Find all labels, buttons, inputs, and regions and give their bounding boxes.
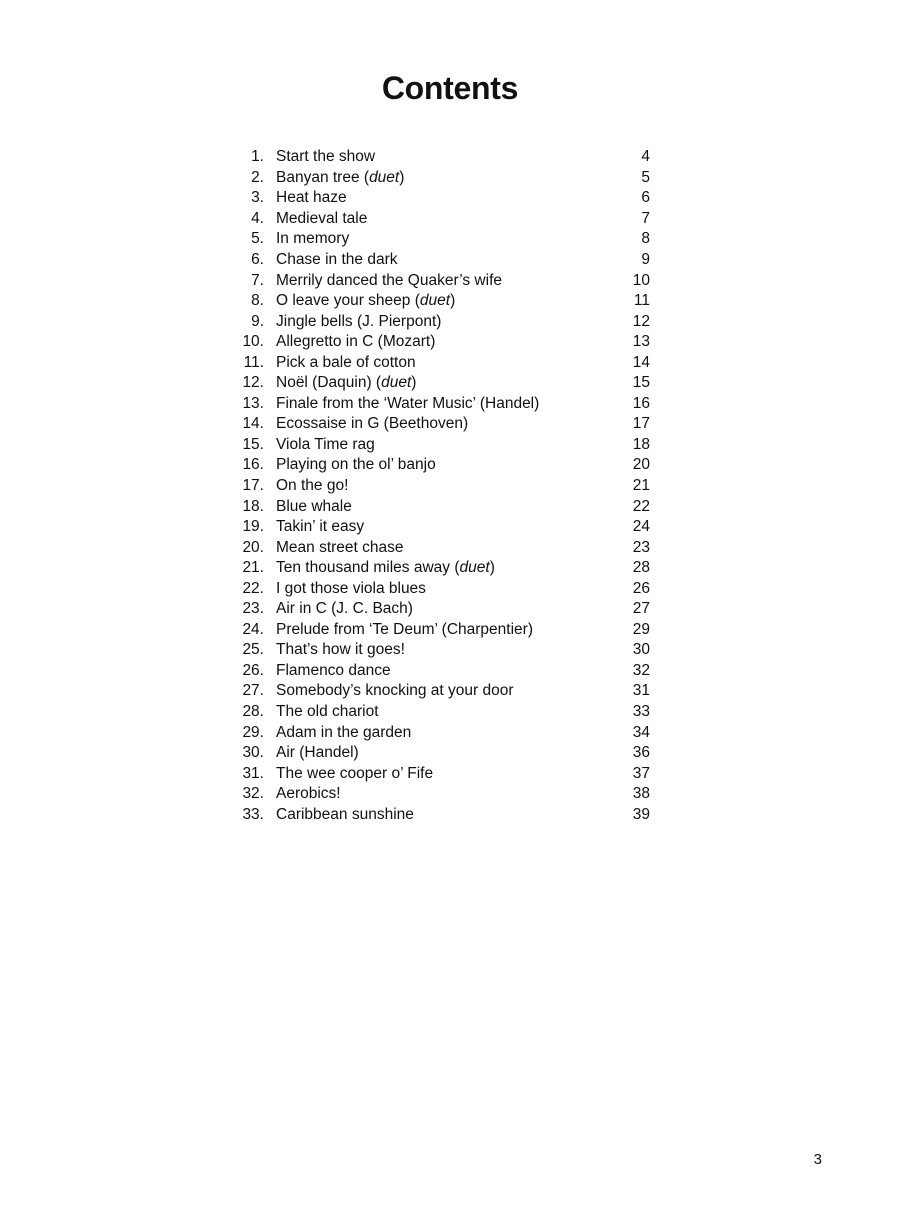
entry-page: 29 (632, 620, 650, 638)
toc-entry (232, 476, 650, 497)
entry-number: 2. (251, 168, 264, 186)
entry-title-text: Noël (Daquin) ( (276, 374, 382, 392)
entry-number: 10. (242, 333, 264, 351)
entry-title (264, 764, 610, 784)
entry-page: 39 (632, 805, 650, 823)
entry-title (264, 579, 610, 599)
toc-entry (232, 517, 650, 538)
toc-entry (232, 681, 650, 702)
entry-title (264, 743, 610, 763)
entry-title-italic: duet (369, 168, 400, 186)
entry-page: 10 (632, 271, 650, 289)
entry-title-text: Merrily danced the Quaker’s wife (276, 271, 502, 289)
toc-entry (232, 784, 650, 805)
toc-entry (232, 373, 650, 394)
toc-entry (232, 311, 650, 332)
entry-title-text: Ecossaise in G (Beethoven) (276, 415, 469, 433)
entry-title-italic: duet (419, 292, 451, 310)
entry-page: 14 (632, 353, 650, 371)
entry-title-text: Playing on the ol’ banjo (276, 456, 436, 474)
entry-title-text: Takin’ it easy (276, 518, 365, 536)
entry-number: 23. (242, 600, 264, 618)
entry-title-tail: ) (411, 374, 417, 392)
entry-page: 8 (641, 230, 650, 248)
entry-title-text: That’s how it goes! (276, 641, 405, 659)
entry-title-text: The wee cooper o’ Fife (276, 764, 434, 782)
entry-page: 38 (632, 785, 650, 803)
entry-number: 4. (251, 209, 264, 227)
toc-entry (232, 168, 650, 189)
toc-entry (232, 743, 650, 764)
toc-entry (232, 291, 650, 312)
entry-page: 36 (632, 744, 650, 762)
entry-title (264, 455, 610, 475)
entry-number: 31. (242, 764, 264, 782)
entry-title (264, 517, 610, 537)
entry-number: 30. (242, 744, 264, 762)
entry-number: 26. (242, 661, 264, 679)
toc-entry (232, 209, 650, 230)
entry-number: 18. (242, 497, 264, 515)
entry-title-italic: duet (381, 374, 412, 392)
entry-number: 17. (242, 477, 264, 495)
entry-title (264, 620, 610, 640)
entry-page: 4 (641, 148, 650, 166)
entry-number: 1. (251, 148, 264, 166)
entry-title-text: On the go! (276, 477, 349, 495)
toc-entry (232, 394, 650, 415)
entry-title-text: Viola Time rag (276, 435, 375, 453)
entry-page: 34 (632, 723, 650, 741)
entry-page: 37 (632, 764, 650, 782)
entry-title-text: The old chariot (276, 703, 379, 721)
toc-entry (232, 537, 650, 558)
entry-number: 20. (242, 538, 264, 556)
entry-title-text: Flamenco dance (276, 661, 391, 679)
entry-page: 7 (641, 209, 650, 227)
entry-page: 15 (632, 374, 650, 392)
entry-title (264, 332, 610, 352)
entry-number: 6. (251, 251, 264, 268)
entry-page: 26 (632, 579, 650, 597)
entry-number: 15. (242, 435, 264, 453)
table-of-contents (232, 147, 650, 825)
entry-title-tail: ) (489, 559, 495, 577)
entry-number: 13. (242, 394, 264, 412)
entry-title-text: Allegretto in C (Mozart) (276, 333, 436, 351)
entry-title (264, 168, 610, 188)
entry-page: 11 (633, 292, 650, 310)
page-title: Contents (381, 70, 519, 106)
entry-page: 13 (632, 333, 650, 351)
entry-page: 27 (632, 600, 650, 618)
toc-entry (232, 188, 650, 209)
entry-title (264, 538, 610, 558)
entry-title-text: Blue whale (276, 497, 352, 515)
entry-number: 27. (242, 682, 264, 700)
toc-entry (232, 435, 650, 456)
entry-title-text: Ten thousand miles away ( (276, 559, 460, 577)
entry-number: 3. (251, 189, 264, 207)
entry-number: 25. (242, 641, 264, 659)
entry-title-text: Air in C (J. C. Bach) (276, 600, 413, 618)
entry-page: 6 (641, 189, 650, 207)
entry-number: 22. (242, 579, 264, 597)
toc-entry (232, 414, 650, 435)
entry-title (264, 723, 610, 743)
entry-title (264, 702, 610, 722)
toc-entry (232, 147, 650, 168)
entry-title (264, 661, 610, 681)
entry-number: 8. (251, 292, 264, 310)
entry-title (264, 209, 610, 229)
entry-page: 20 (632, 456, 650, 474)
entry-page: 5 (641, 168, 650, 186)
toc-entry (232, 455, 650, 476)
entry-title (264, 414, 610, 434)
toc-entry (232, 496, 650, 517)
toc-entry (232, 578, 650, 599)
entry-title (264, 476, 610, 496)
entry-title-tail: ) (399, 168, 405, 186)
entry-title (264, 558, 610, 578)
toc-entry (232, 661, 650, 682)
entry-title (264, 291, 610, 311)
toc-entry (232, 722, 650, 743)
entry-title-text: Somebody’s knocking at your door (276, 682, 514, 700)
entry-title-text: In memory (276, 230, 350, 248)
toc-entry (232, 702, 650, 723)
entry-title-text: Prelude from ‘Te Deum’ (Charpentier) (276, 620, 533, 638)
entry-page: 32 (632, 661, 650, 679)
toc-entry (232, 229, 650, 250)
entry-number: 7. (251, 271, 264, 289)
entry-page: 23 (632, 538, 650, 556)
toc-entry (232, 763, 650, 784)
entry-title (264, 250, 610, 270)
entry-title-text: Start the show (276, 148, 376, 166)
entry-title-text: Adam in the garden (276, 723, 412, 741)
entry-page: 30 (632, 641, 650, 659)
toc-entry (232, 352, 650, 373)
entry-number: 12. (242, 374, 264, 392)
entry-title (264, 394, 610, 414)
toc-entry (232, 620, 650, 641)
entry-title (264, 353, 610, 373)
entry-number: 5. (251, 230, 264, 248)
entry-page: 21 (632, 477, 650, 495)
entry-page: 12 (632, 312, 650, 330)
entry-title (264, 784, 610, 804)
entry-title (264, 229, 610, 249)
entry-title (264, 147, 610, 167)
toc-entry (232, 805, 650, 826)
entry-title (264, 805, 610, 825)
entry-title-text: Caribbean sunshine (276, 805, 414, 823)
entry-title-text: I got those viola blues (276, 579, 426, 597)
entry-page: 24 (632, 518, 650, 536)
entry-page: 28 (632, 559, 650, 577)
entry-number: 28. (242, 703, 264, 721)
toc-entry (232, 558, 650, 579)
entry-title (264, 312, 610, 332)
entry-title (264, 373, 610, 393)
entry-title-text: Air (Handel) (276, 744, 359, 762)
entry-page: 9 (641, 251, 650, 268)
entry-title (264, 640, 610, 660)
entry-title (264, 188, 610, 208)
entry-number: 16. (242, 456, 264, 474)
entry-page: 33 (632, 703, 650, 721)
toc-entry (232, 332, 650, 353)
entry-title (264, 681, 610, 701)
entry-title (264, 435, 610, 455)
entry-title-text: Aerobics! (276, 785, 341, 803)
entry-title (264, 271, 610, 291)
entry-number: 29. (242, 723, 264, 741)
entry-title-text: O leave your sheep ( (276, 292, 420, 310)
toc-entry (232, 599, 650, 620)
entry-title-text: Heat haze (276, 189, 347, 207)
toc-entry (232, 640, 650, 661)
entry-number: 9. (251, 312, 264, 330)
entry-title-text: Pick a bale of cotton (276, 353, 416, 371)
entry-title-text: Chase in the dark (276, 251, 398, 268)
entry-title-text: Medieval tale (276, 209, 368, 227)
entry-page: 17 (632, 415, 650, 433)
entry-number: 32. (242, 785, 264, 803)
entry-page: 16 (632, 394, 650, 412)
toc-entry (232, 250, 650, 271)
entry-page: 18 (632, 435, 650, 453)
entry-number: 21. (242, 559, 264, 577)
entry-title-text: Finale from the ‘Water Music’ (Handel) (276, 394, 540, 412)
entry-title-tail: ) (450, 292, 456, 310)
entry-number: 14. (242, 415, 264, 433)
entry-number: 33. (242, 805, 264, 823)
toc-entry (232, 270, 650, 291)
entry-title-text: Mean street chase (276, 538, 404, 556)
entry-page: 31 (632, 682, 650, 700)
entry-number: 11. (243, 353, 264, 371)
entry-page: 22 (632, 497, 650, 515)
entry-number: 19. (242, 518, 264, 536)
entry-title (264, 497, 610, 517)
page-number: 3 (813, 1151, 822, 1168)
entry-title-text: Banyan tree ( (276, 168, 370, 186)
entry-title-italic: duet (459, 559, 490, 577)
entry-number: 24. (242, 620, 264, 638)
entry-title-text: Jingle bells (J. Pierpont) (276, 312, 442, 330)
entry-title (264, 599, 610, 619)
